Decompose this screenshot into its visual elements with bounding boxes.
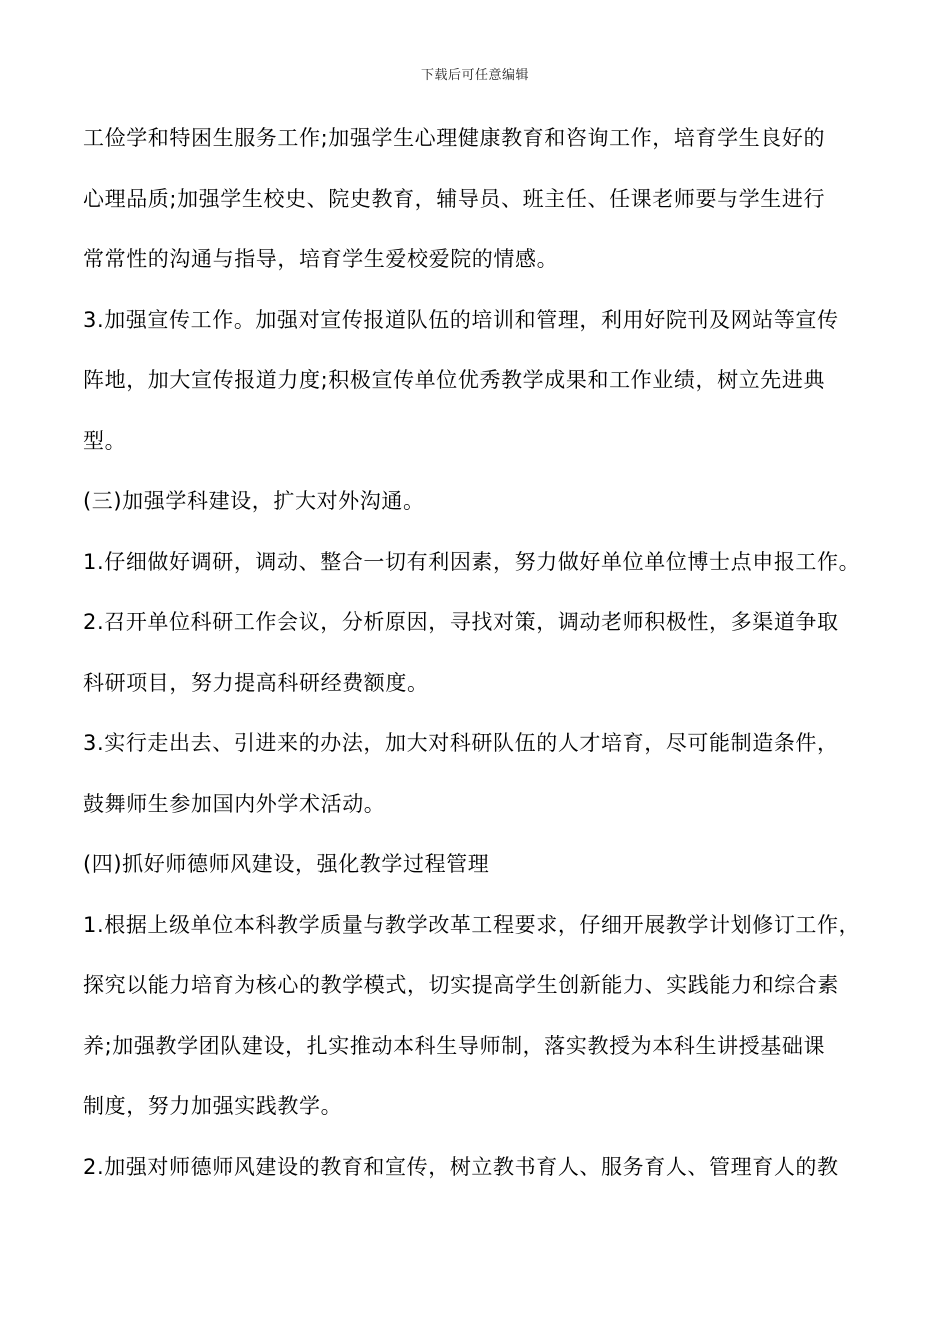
text-line: 3.加强宣传工作。加强对宣传报道队伍的培训和管理，利用好院刊及网站等宣传 [83, 307, 839, 332]
text-line: 1.仔细做好调研，调动、整合一切有利因素，努力做好单位单位博士点申报工作。 [83, 549, 861, 574]
text-line: 制度，努力加强实践教学。 [83, 1094, 343, 1118]
page-header-note: 下载后可任意编辑 [420, 68, 529, 83]
text-line: 型。 [83, 428, 127, 453]
text-line: 1.根据上级单位本科教学质量与教学改革工程要求，仔细开展教学计划修订工作， [83, 912, 861, 937]
text-line: 探究以能力培育为核心的教学模式，切实提高学生创新能力、实践能力和综合素 [83, 973, 839, 997]
section-heading: (四)抓好师德师风建设，强化教学过程管理 [83, 852, 490, 876]
text-line: 工俭学和特困生服务工作;加强学生心理健康教育和咨询工作，培育学生良好的 [83, 126, 826, 150]
text-line: 养;加强教学团队建设，扎实推动本科生导师制，落实教授为本科生讲授基础课 [83, 1033, 826, 1058]
text-line: 科研项目，努力提高科研经费额度。 [83, 670, 429, 695]
text-line: 心理品质;加强学生校史、院史教育，辅导员、班主任、任课老师要与学生进行 [83, 186, 826, 211]
section-heading: (三)加强学科建设，扩大对外沟通。 [83, 489, 425, 513]
text-line: 阵地，加大宣传报道力度;积极宣传单位优秀教学成果和工作业绩，树立先进典 [83, 368, 826, 392]
text-line: 3.实行走出去、引进来的办法，加大对科研队伍的人才培育，尽可能制造条件， [83, 731, 839, 755]
text-line: 2.加强对师德师风建设的教育和宣传，树立教书育人、服务育人、管理育人的教 [83, 1154, 839, 1179]
text-line: 鼓舞师生参加国内外学术活动。 [83, 791, 386, 816]
document-body [83, 108, 883, 1197]
text-line: 常常性的沟通与指导，培育学生爱校爱院的情感。 [83, 247, 559, 271]
text-line: 2.召开单位科研工作会议，分析原因，寻找对策，调动老师积极性，多渠道争取 [83, 610, 839, 634]
